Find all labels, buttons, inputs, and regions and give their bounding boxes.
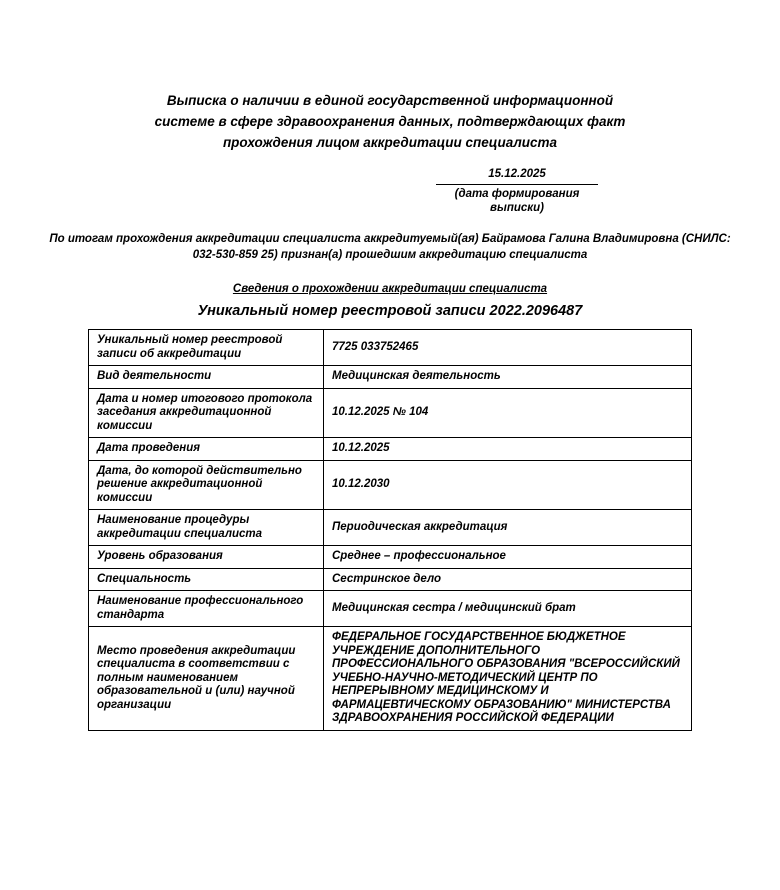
row-value: Медицинская деятельность [324,366,692,389]
row-value: 10.12.2025 [324,438,692,461]
table-row [89,438,692,461]
row-label: Дата, до которой действительно решение аккредитационной комиссии [89,460,324,510]
row-label: Уникальный номер реестровой записи об аккредитации [89,330,324,366]
table-row [89,388,692,438]
row-value: 10.12.2030 [324,460,692,510]
accreditation-table-body [89,330,692,731]
table-row [89,460,692,510]
row-value: ФЕДЕРАЛЬНОЕ ГОСУДАРСТВЕННОЕ БЮДЖЕТНОЕ УЧРЕЖДЕНИЕ ДОПОЛНИТЕЛЬНОГО ПРОФЕССИОНАЛЬНОГО ОБРАЗОВАНИЯ "ВСЕРОССИЙСКИЙ УЧЕБНО-НАУЧНО-МЕТОДИЧЕСКИЙ ЦЕНТР ПО НЕПРЕРЫВНОМУ МЕДИЦИНСКОМУ И ФАРМАЦЕВТИЧЕСКОМУ ОБРАЗОВАНИЮ" МИНИСТЕРСТВА ЗДРАВООХРАНЕНИЯ РОССИЙСКОЙ ФЕДЕРАЦИИ [324,627,692,731]
table-row [89,591,692,627]
row-label: Наименование профессионального стандарта [89,591,324,627]
intro-line-2: 032-530-859 25) признан(а) прошедшим аккредитацию специалиста [192,249,588,261]
row-label: Уровень образования [89,546,324,569]
row-label: Дата и номер итогового протокола заседания аккредитационной комиссии [89,388,324,438]
document-title [0,90,780,153]
row-label: Специальность [89,568,324,591]
generation-date-caption: (дата формирования выписки) [454,188,580,214]
section-heading: Сведения о прохождении аккредитации специалиста [232,283,548,295]
table-row [89,546,692,569]
row-label: Наименование процедуры аккредитации специалиста [89,510,324,546]
registry-number-line: Уникальный номер реестровой записи 2022.2096487 [197,303,583,319]
table-row [89,627,692,731]
title-line-2: системе в сфере здравоохранения данных, подтверждающих факт [154,114,626,129]
row-label: Место проведения аккредитации специалиста в соответствии с полным наименованием образовательной и (или) научной организации [89,627,324,731]
generation-date-block [436,167,598,215]
row-value: Периодическая аккредитация [324,510,692,546]
intro-paragraph [0,231,780,263]
title-line-3: прохождения лицом аккредитации специалиста [222,135,558,150]
table-row [89,366,692,389]
row-value: Медицинская сестра / медицинский брат [324,591,692,627]
table-row [89,510,692,546]
title-line-1: Выписка о наличии в единой государственной информационной [166,93,614,108]
row-label: Вид деятельности [89,366,324,389]
row-label: Дата проведения [89,438,324,461]
table-row [89,568,692,591]
row-value: 10.12.2025 № 104 [324,388,692,438]
row-value: Сестринское дело [324,568,692,591]
table-row [89,330,692,366]
row-value: Среднее – профессиональное [324,546,692,569]
row-value: 7725 033752465 [324,330,692,366]
accreditation-table [88,329,692,731]
generation-date: 15.12.2025 [436,167,598,185]
intro-line-1: По итогам прохождения аккредитации специалиста аккредитуемый(ая) Байрамова Галина Владимировна (СНИЛС: [49,233,731,245]
